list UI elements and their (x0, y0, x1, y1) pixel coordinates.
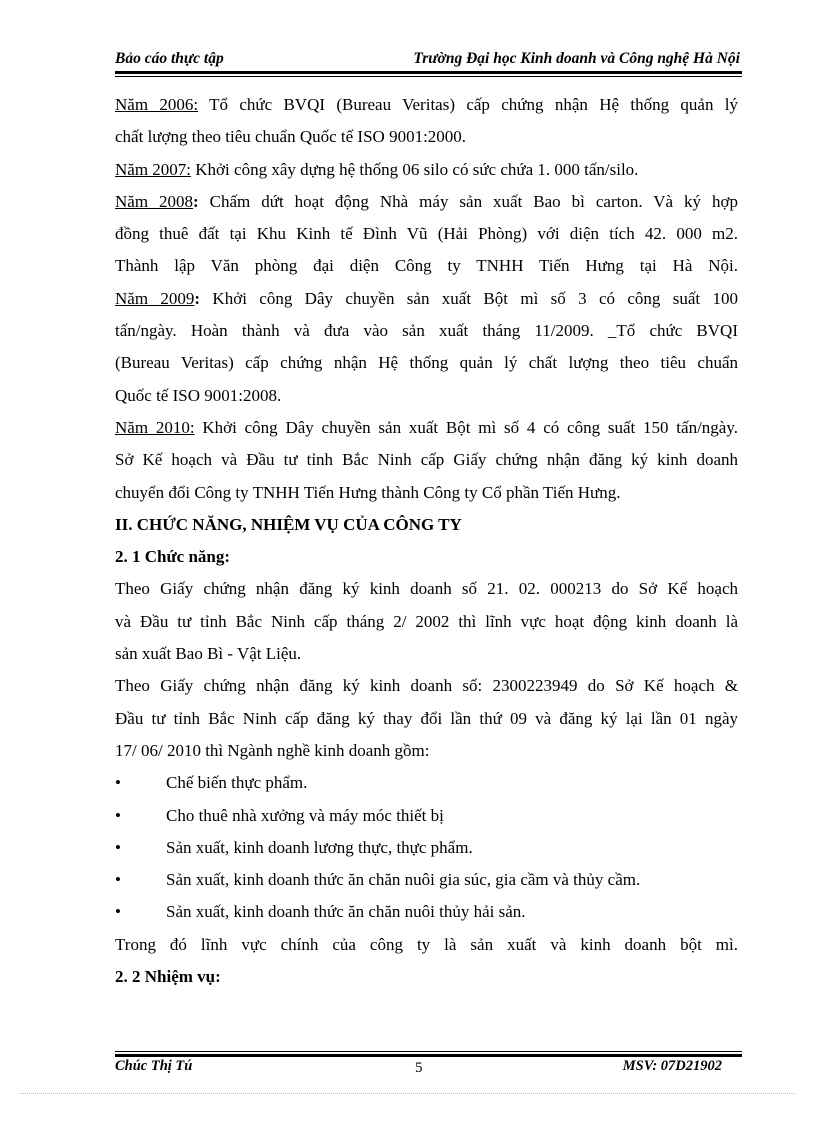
bullet-icon: • (115, 902, 121, 922)
bullet-icon: • (115, 805, 121, 825)
list-item: • Sản xuất, kinh doanh thức ăn chăn nuôi thủy hải sản. (115, 896, 738, 928)
footer-rule-thick (115, 1054, 742, 1057)
functions-paragraph-line: Theo Giấy chứng nhận đăng ký kinh doanh số: 2300223949 do Sở Kế hoạch & (115, 676, 738, 696)
footer-author: Chúc Thị Tú (115, 1058, 193, 1074)
paragraph-2008-line: Thành lập Văn phòng đại diện Công ty TNHH Tiến Hưng tại Hà Nội. (115, 256, 738, 276)
paragraph-2009-line: tấn/ngày. Hoàn thành và đưa vào sản xuất tháng 11/2009. _Tổ chức BVQI (115, 321, 738, 341)
summary-paragraph: Trong đó lĩnh vực chính của công ty là sản xuất và kinh doanh bột mì. (115, 934, 738, 954)
functions-paragraph-line: Theo Giấy chứng nhận đăng ký kinh doanh số 21. 02. 000213 do Sở Kế hoạch (115, 579, 738, 599)
paragraph-2010-line: chuyển đổi Công ty TNHH Tiến Hưng thành Công ty Cổ phần Tiến Hưng. (115, 482, 621, 502)
paragraph-2009-line: (Bureau Veritas) cấp chứng nhận Hệ thống quản lý chất lượng theo tiêu chuẩn (115, 353, 738, 373)
year-label-2006: Năm 2006: (115, 95, 199, 114)
year-label-2008: Năm 2008 (115, 191, 194, 211)
paragraph-2006-line: chất lượng theo tiêu chuẩn Quốc tế ISO 9001:2000. (115, 127, 467, 147)
bullet-icon: • (115, 837, 121, 857)
year-label-2007: Năm 2007: (115, 159, 192, 179)
bullet-icon: • (115, 870, 121, 890)
section-heading: II. CHỨC NĂNG, NHIỆM VỤ CỦA CÔNG TY (115, 514, 462, 534)
functions-paragraph-line: sản xuất Bao Bì - Vật Liệu. (115, 644, 302, 664)
subsection-heading-functions: 2. 1 Chức năng: (115, 547, 231, 567)
functions-paragraph-line: và Đầu tư tỉnh Bắc Ninh cấp tháng 2/ 2002 thì lĩnh vực hoạt động kinh doanh là (115, 611, 738, 631)
header-rule-thick (115, 71, 742, 74)
page-number: 5 (415, 1060, 423, 1076)
list-item: • Sản xuất, kinh doanh lương thực, thực phẩm. (115, 832, 738, 864)
paragraph-2009-line: Năm 2009: Khởi công Dây chuyền sản xuất Bột mì số 3 có công suất 100 (115, 288, 738, 308)
functions-paragraph-line: 17/ 06/ 2010 thì Ngành nghề kinh doanh gồm: (115, 740, 430, 760)
header-university: Trường Đại học Kinh doanh và Công nghệ Hà Nội (413, 50, 740, 67)
page-header (115, 50, 740, 70)
functions-paragraph-line: Đầu tư tỉnh Bắc Ninh cấp đăng ký thay đổi lần thứ 09 và đăng ký lại lần 01 ngày (115, 708, 738, 728)
paragraph-2008-line: Năm 2008: Chấm dứt hoạt động Nhà máy sản xuất Bao bì carton. Và ký hợp (115, 191, 738, 211)
year-label-2009: Năm 2009 (115, 288, 195, 308)
paragraph-2010-line: Sở Kế hoạch và Đầu tư tỉnh Bắc Ninh cấp Giấy chứng nhận đăng ký kinh doanh (115, 450, 738, 470)
paragraph-2008-line: đồng thuê đất tại Khu Kinh tế Đình Vũ (Hải Phòng) với diện tích 42. 000 m2. (115, 224, 738, 244)
list-item: • Sản xuất, kinh doanh thức ăn chăn nuôi gia súc, gia cầm và thủy cầm. (115, 864, 738, 896)
paragraph-2006-line: Năm 2006: Tổ chức BVQI (Bureau Veritas) cấp chứng nhận Hệ thống quản lý (115, 95, 738, 114)
paragraph-2009-line: Quốc tế ISO 9001:2008. (115, 385, 282, 405)
header-rule-thin (115, 76, 742, 77)
page-footer (115, 1058, 740, 1078)
year-label-2010: Năm 2010: (115, 417, 195, 437)
list-item: • Chế biến thực phẩm. (115, 767, 738, 799)
footer-rule-thin (115, 1051, 742, 1052)
list-item: • Cho thuê nhà xưởng và máy móc thiết bị (115, 800, 738, 832)
header-report-title: Bảo cáo thực tập (115, 50, 224, 67)
footer-student-id: MSV: 07D21902 (622, 1058, 722, 1074)
bullet-icon: • (115, 773, 121, 793)
subsection-heading-duties: 2. 2 Nhiệm vụ: (115, 967, 221, 987)
paragraph-2007-line: Năm 2007: Khởi công xây dựng hệ thống 06 silo có sức chứa 1. 000 tấn/silo. (115, 159, 639, 179)
document-body (115, 89, 738, 993)
page-boundary-line (20, 1093, 796, 1094)
paragraph-2010-line: Năm 2010: Khởi công Dây chuyền sản xuất Bột mì số 4 có công suất 150 tấn/ngày. (115, 417, 738, 437)
